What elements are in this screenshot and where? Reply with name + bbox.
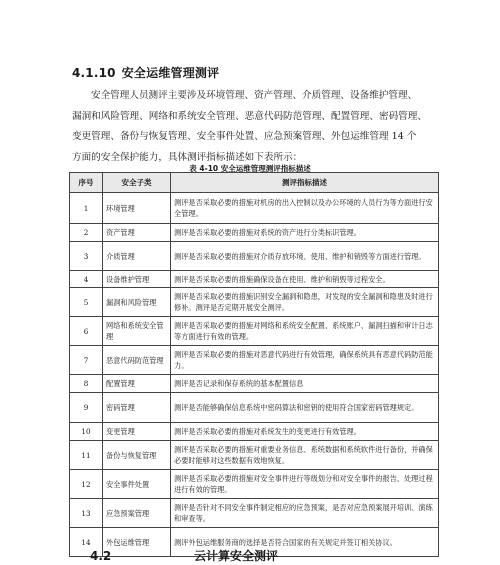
- row-category: 密码管理: [103, 393, 171, 423]
- row-number: 5: [70, 288, 103, 317]
- row-description: 测评是否采取必要的措施对系统发生的变更进行有效管理。: [171, 423, 439, 441]
- row-category: 备份与恢复管理: [103, 441, 171, 470]
- row-number: 7: [70, 346, 103, 375]
- row-description: 测评是否采取必要的措施确保设备在使用、维护和销毁等过程安全。: [171, 271, 439, 288]
- row-category: 网络和系统安全管理: [103, 317, 171, 346]
- table-row: [70, 193, 439, 224]
- intro-line: 方面的安全保护能力，具体测评指标描述如下表所示：: [72, 151, 303, 163]
- row-number: 10: [70, 423, 103, 441]
- row-description: 测评是否能够确保信息系统中密码算法和密钥的使用符合国家密码管理规定。: [171, 393, 439, 423]
- row-category: 环境管理: [103, 193, 171, 224]
- row-number: 14: [70, 528, 103, 557]
- section-heading: [72, 64, 219, 81]
- next-section-title: 云计算安全测评: [194, 549, 279, 563]
- row-number: 1: [70, 193, 103, 224]
- table-row: [70, 317, 439, 346]
- row-description: 测评是否记录和保存系统的基本配置信息: [171, 375, 439, 393]
- metrics-table: [69, 172, 439, 557]
- row-number: 2: [70, 224, 103, 242]
- row-category: 漏洞和风险管理: [103, 288, 171, 317]
- row-number: 4: [70, 271, 103, 288]
- table-row: [70, 499, 439, 528]
- row-description: 测评是否针对不同安全事件制定相应的应急预案，是否对应急预案展开培训、演练和审查等。: [171, 499, 439, 528]
- row-description: 测评是否采取必要的措施对安全事件进行等级划分和对安全事件的报告、处理过程进行有效的管理。: [171, 470, 439, 499]
- row-category: 配置管理: [103, 375, 171, 393]
- table-row: [70, 470, 439, 499]
- table-row: [70, 242, 439, 271]
- row-number: 9: [70, 393, 103, 423]
- table-row: [70, 441, 439, 470]
- row-number: 8: [70, 375, 103, 393]
- table-row: [70, 393, 439, 423]
- row-number: 3: [70, 242, 103, 271]
- table-row: [70, 375, 439, 393]
- table-row: [70, 423, 439, 441]
- row-number: 12: [70, 470, 103, 499]
- section-number: 4.1.10: [72, 66, 116, 80]
- intro-line: 变更管理、备份与恢复管理、安全事件处置、应急预案管理、外包运维管理 14 个: [72, 131, 417, 142]
- intro-line: 安全管理人员测评主要涉及环境管理、资产管理、介质管理、设备维护管理、: [91, 90, 418, 101]
- row-category: 应急预案管理: [103, 499, 171, 528]
- row-description: 测评是否采取必要的措施对重要业务信息、系统数据和系统软件进行备份，并确保必要时能够对这些数据有效地恢复。: [171, 441, 439, 470]
- section-title: 安全运维管理测评: [121, 66, 220, 80]
- row-category: 恶意代码防范管理: [103, 346, 171, 375]
- header-no: 序号: [70, 173, 103, 193]
- row-number: 11: [70, 441, 103, 470]
- row-description: 测评是否采取必要的措施识别安全漏洞和隐患，对发现的安全漏洞和隐患及时进行修补。测评是否定期开展安全测评。: [171, 288, 439, 317]
- row-number: 6: [70, 317, 103, 346]
- row-category: 外包运维管理: [103, 528, 171, 557]
- header-category: 安全子类: [103, 173, 171, 193]
- row-description: 测评是否采取必要的措施对介质存放环境、使用、维护和销毁等方面进行管理。: [171, 242, 439, 271]
- row-category: 安全事件处置: [103, 470, 171, 499]
- intro-paragraph: [72, 86, 444, 168]
- table-caption: 表 4-10 安全运维管理测评指标描述: [189, 164, 311, 173]
- row-number: 13: [70, 499, 103, 528]
- next-section-heading: [90, 547, 278, 564]
- table-row: [70, 288, 439, 317]
- row-category: 介质管理: [103, 242, 171, 271]
- row-description: 测评是否采取必要的措施对机房的出入控制以及办公环境的人员行为等方面进行安全管理。: [171, 193, 439, 224]
- table-row: [70, 346, 439, 375]
- row-description: 测评是否采取必要的措施对恶意代码进行有效管理，确保系统具有恶意代码防范能力。: [171, 346, 439, 375]
- row-category: 资产管理: [103, 224, 171, 242]
- intro-line: 漏洞和风险管理、网络和系统安全管理、恶意代码防范管理、配置管理、密码管理、: [72, 110, 427, 122]
- table-row: [70, 271, 439, 288]
- row-description: 测评是否采取必要的措施对网络和系统安全配置、系统账户、漏洞扫描和审计日志等方面进行有效的管理。: [171, 317, 439, 346]
- next-section-number: 4.2: [90, 549, 112, 563]
- header-description: 测评指标描述: [171, 173, 439, 193]
- row-description: 测评外包运维服务商的选择是否符合国家的有关规定并签订相关协议。: [171, 528, 439, 557]
- table-row: [70, 224, 439, 242]
- row-category: 设备维护管理: [103, 271, 171, 288]
- row-category: 变更管理: [103, 423, 171, 441]
- row-description: 测评是否采取必要的措施对系统的资产进行分类标识管理。: [171, 224, 439, 242]
- table-header-row: [70, 173, 439, 193]
